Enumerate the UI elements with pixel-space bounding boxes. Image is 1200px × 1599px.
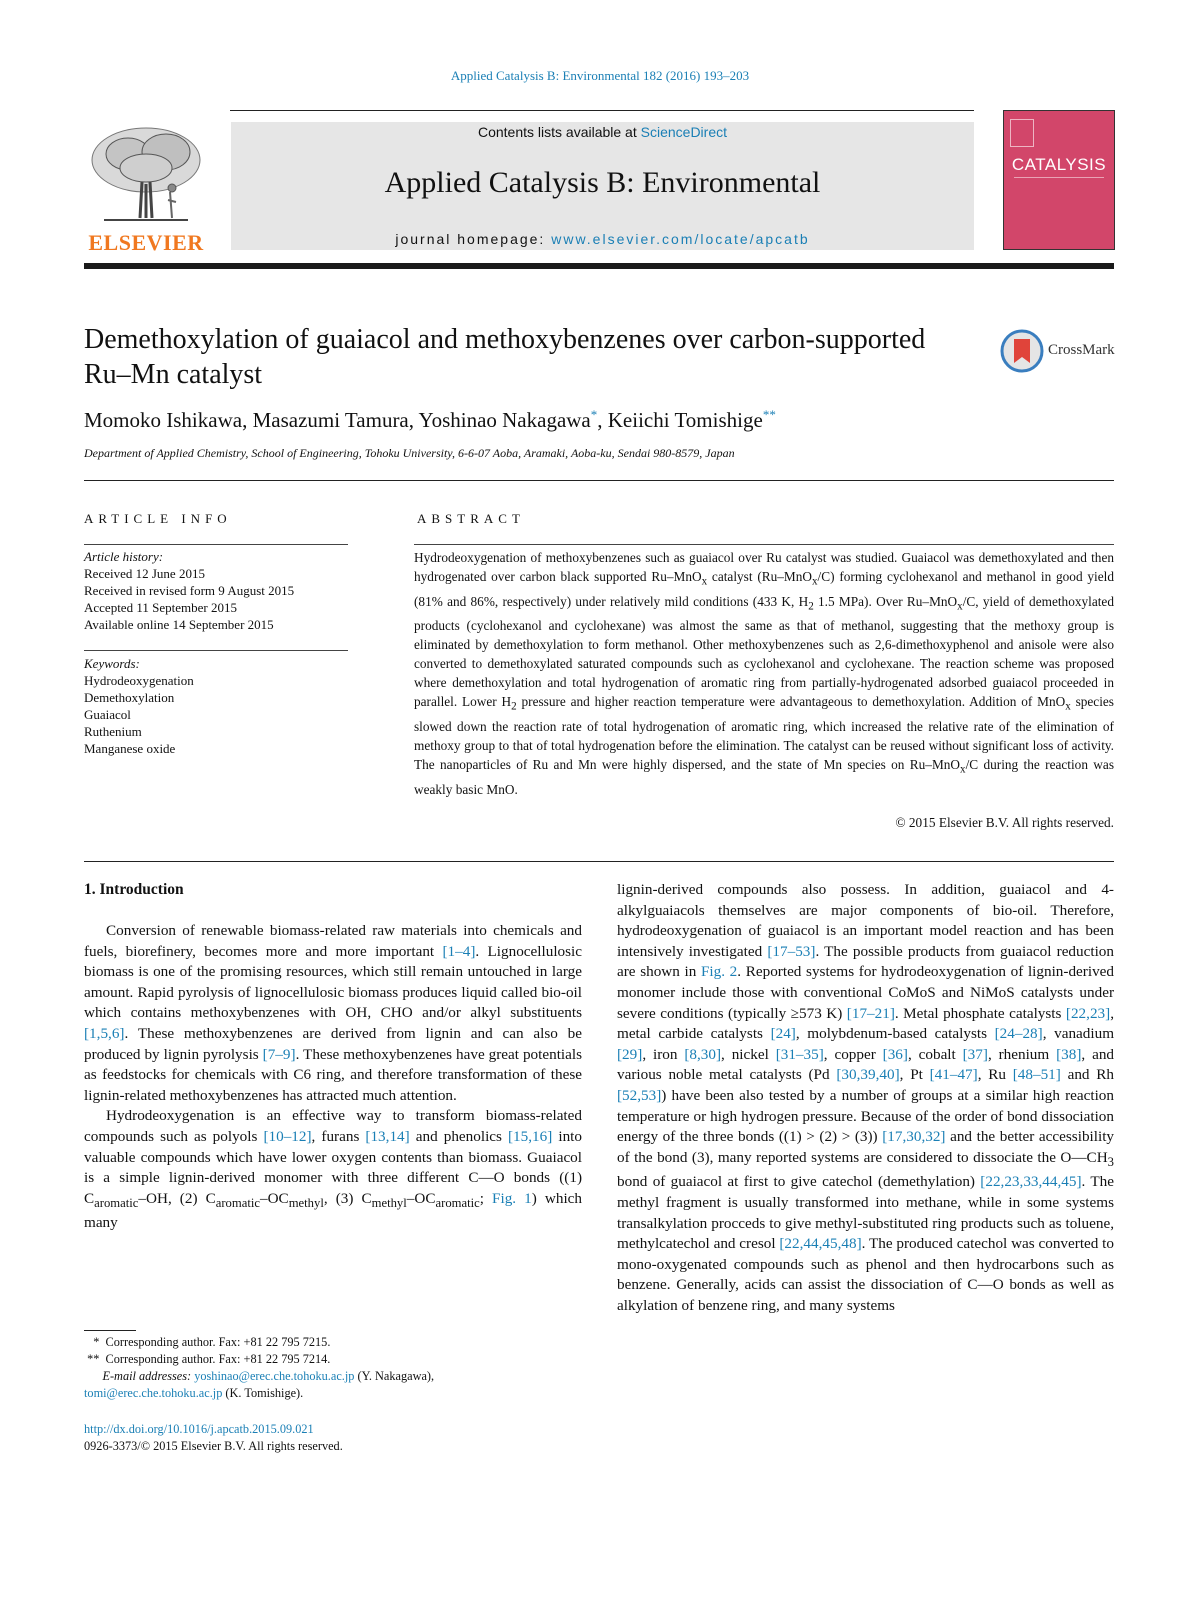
homepage-link[interactable]: www.elsevier.com/locate/apcatb	[551, 231, 810, 247]
article-info-rule	[84, 544, 348, 545]
email-addresses	[84, 1385, 584, 1402]
sciencedirect-link[interactable]: ScienceDirect	[640, 124, 728, 140]
subscript: aromatic	[94, 1195, 139, 1210]
text: into valuable compounds which have lower oxygen contents than biomass. Guaiacol is a simple lignin-derived monomer with three different C—O bonds ((1) C	[84, 1127, 582, 1207]
text: , iron	[642, 1045, 685, 1063]
abstract-segment: catalyst (Ru–MnO	[707, 569, 812, 584]
abstract-text	[414, 548, 1114, 799]
footnotes	[84, 1334, 584, 1402]
contents-line	[231, 124, 974, 140]
paragraph	[84, 921, 582, 1106]
text: –OC	[260, 1189, 289, 1207]
body-column-left	[84, 921, 582, 1234]
subscript: x	[812, 575, 818, 588]
title-rule	[84, 480, 1114, 481]
subscript: x	[957, 600, 963, 613]
citation-link[interactable]: [24–28]	[994, 1025, 1043, 1043]
author-footnote-mark[interactable]: **	[762, 407, 776, 422]
cover-title: CATALYSIS	[1011, 155, 1107, 174]
abstract-segment: 1.5 MPa). Over Ru–MnO	[813, 593, 958, 609]
footnote-mark: **	[87, 1352, 100, 1366]
text: . The possible products from guaiacol reduction are shown in	[617, 942, 1114, 981]
email-addresses	[84, 1368, 584, 1385]
elsevier-logo	[84, 122, 208, 255]
cover-emblem-icon	[1010, 119, 1034, 147]
header-thick-rule	[84, 263, 1114, 269]
text: ) have been also tested by a number of groups at a similar high reaction temperature or high hydrogen pressure. Because of the order of bond dissociation energy of the three bonds ((1) > (2) > (3))	[617, 1086, 1114, 1146]
author-footnote-mark[interactable]: *	[590, 407, 598, 422]
citation-link[interactable]: [37]	[962, 1045, 988, 1063]
body-column-right	[617, 880, 1114, 1317]
crossmark-badge[interactable]	[1000, 326, 1120, 376]
subscript: x	[960, 763, 966, 776]
author-name[interactable]: Masazumi Tamura	[252, 408, 409, 432]
subscript: aromatic	[215, 1195, 260, 1210]
figure-link[interactable]: Fig. 2	[700, 963, 738, 981]
citation-link[interactable]: [30,39,40]	[836, 1066, 900, 1084]
history-item: Received in revised form 9 August 2015	[84, 583, 295, 598]
text: , nickel	[721, 1045, 776, 1063]
author-name[interactable]: Keiichi Tomishige	[607, 408, 763, 432]
article-history	[84, 548, 348, 633]
citation-link[interactable]: [15,16]	[508, 1127, 553, 1145]
citation-link[interactable]: [1–4]	[442, 942, 476, 960]
citation-link[interactable]: [29]	[617, 1045, 643, 1063]
email-owner: (Y. Nakagawa),	[354, 1369, 435, 1383]
footnote-text: Corresponding author. Fax: +81 22 795 7215.	[105, 1335, 331, 1349]
text: . Reported systems for hydrodeoxygenation of lignin-derived monomer include those with conventional CoMoS and NiMoS catalysts under severe conditions (typically ≥573 K)	[617, 963, 1114, 1022]
citation-link[interactable]: [8,30]	[684, 1045, 722, 1063]
text: , cobalt	[907, 1045, 963, 1063]
journal-cover[interactable]	[1003, 110, 1115, 250]
keywords-rule	[84, 650, 348, 651]
body-rule	[84, 861, 1114, 862]
text: . Lignocellulosic biomass is one of the promising resources, which still remain untouched in large amount. Rapid pyrolysis of lignocellulosic biomass produces liquid called bio-oil which contains methoxybenzenes with OH, CHO and/or alkyl substituents	[84, 942, 583, 1022]
elsevier-tree-icon	[84, 122, 208, 228]
header-rule	[230, 110, 974, 111]
citation-link[interactable]: [17–21]	[846, 1004, 895, 1022]
keywords-label: Keywords:	[84, 656, 140, 671]
author-affiliation: Department of Applied Chemistry, School of Engineering, Tohoku University, 6-6-07 Aoba, Aramaki, Aoba-ku, Sendai 980-8579, Japan	[84, 446, 735, 460]
subscript: 2	[808, 600, 814, 613]
text: , molybdenum-based catalysts	[795, 1025, 995, 1043]
keywords-list	[84, 655, 348, 757]
history-label: Article history:	[84, 549, 164, 564]
email-link[interactable]: yoshinao@erec.che.tohoku.ac.jp	[194, 1369, 355, 1383]
text: , Pt	[899, 1066, 930, 1084]
abstract-segment: species slowed down the reaction rate of total hydrogenation of aromatic ring, which increased the relative rate of the elimination of methoxy group to that of total hydrogenation before the elimination. The catalyst can be reused without significant loss of activity. The nanoparticles of Ru and Mn were highly dispersed, and the state of Mn species on Ru–MnO	[414, 694, 1114, 772]
abstract-heading: ABSTRACT	[417, 511, 525, 526]
citation-link[interactable]: [17,30,32]	[882, 1128, 946, 1146]
text: and Rh	[1060, 1066, 1114, 1084]
journal-masthead	[231, 122, 974, 250]
keyword: Manganese oxide	[84, 741, 176, 756]
citation-link[interactable]: [1,5,6]	[84, 1024, 125, 1042]
footnote-rule	[84, 1330, 136, 1331]
citation-link[interactable]: [22,23]	[1065, 1004, 1111, 1022]
history-item: Available online 14 September 2015	[84, 617, 274, 632]
abstract-segment: /C during the reaction was weakly basic MnO.	[414, 756, 1114, 797]
text: , and various noble metal catalysts (Pd	[617, 1045, 1115, 1084]
citation-link[interactable]: [31–35]	[775, 1045, 824, 1063]
homepage-prefix: journal homepage:	[395, 231, 546, 247]
text: . These methoxybenzenes are derived from lignin and can also be produced by lignin pyrolysis	[84, 1024, 582, 1063]
contents-prefix: Contents lists available at	[477, 124, 637, 140]
author-list: Momoko Ishikawa, Masazumi Tamura, Yoshinao Nakagawa*, Keiichi Tomishige**	[84, 407, 776, 432]
author-name[interactable]: Yoshinao Nakagawa	[418, 408, 591, 432]
text: , copper	[823, 1045, 883, 1063]
journal-reference[interactable]	[0, 68, 1200, 84]
text: . The methyl fragment is usually transformed into methane, while in some systems transalkylation procceds to give methyl-substituted ring products such as toluene, methylcatechol and cresol	[617, 1173, 1114, 1253]
footnote	[84, 1334, 584, 1351]
text: and phenolics	[409, 1127, 508, 1145]
subscript: methyl	[371, 1195, 407, 1210]
citation-link[interactable]: [22,23,33,44,45]	[980, 1173, 1082, 1191]
citation-link[interactable]: [10–12]	[263, 1127, 312, 1145]
citation-link[interactable]: [7–9]	[262, 1045, 296, 1063]
abstract-segment: /C, yield of demethoxylated products (cyclohexanol and cyclohexane) was almost the same as that of methanol, suggesting that the methoxy group is eliminated by demethoxylation to form methanol. Other methoxybenzenes such as 2,6-dimethoxyphenol and anisole were also converted to demethoxylated saturated compounds such as cyclohexanol and cyclohexane. The reaction scheme was proposed where demethoxylation and total hydrogenation of aromatic ring from partially-hydrogenated adsorbed guaiacol proceeded in parallel. Lower H	[414, 593, 1114, 710]
email-label: E-mail addresses:	[102, 1369, 192, 1383]
text: Hydrodeoxygenation is an effective way to transform biomass-related compounds such as polyols	[84, 1107, 582, 1145]
text: ;	[479, 1189, 493, 1207]
abstract-segment: pressure and higher reaction temperature were advantageous to demethoxylation. Addition of MnO	[516, 694, 1066, 710]
abstract-segment: /C) forming cyclohexanol and methanol in good yield (81% and 86%, respectively) under relatively mild conditions (433 K, H	[414, 569, 1114, 609]
text: Conversion of renewable biomass-related raw materials into chemicals and fuels, biorefinery, becomes more and more important	[84, 922, 582, 960]
keyword: Ruthenium	[84, 724, 142, 739]
subscript: x	[701, 575, 708, 588]
section-heading-introduction: 1. Introduction	[84, 881, 184, 898]
text: , furans	[311, 1127, 366, 1145]
issn-line: 0926-3373/© 2015 Elsevier B.V. All rights reserved.	[84, 1439, 343, 1453]
journal-name: Applied Catalysis B: Environmental	[384, 166, 821, 199]
text: , Ru	[977, 1066, 1013, 1084]
text: lignin-derived compounds also possess. In addition, guaiacol and 4-alkylguaiacols themselves are major components of bio-oil. Therefore, hydrodeoxygenation of guaiacol is an important model reaction and has been intensively investigated	[617, 881, 1114, 960]
text: , vanadium	[1042, 1025, 1115, 1043]
abstract-segment: Hydrodeoxygenation of methoxybenzenes such as guaiacol over Ru catalyst was studied. Guaiacol was demethoxylated and then hydrogenated over carbon black supported Ru–MnO	[414, 550, 1114, 584]
text: . The produced catechol was converted to mono-oxygenated compounds such as phenol and then hydrocarbons such as benzene. Generally, acids can assist the dissociation of C—O bonds as well as alkylation of benzene ring, and many systems	[617, 1235, 1114, 1314]
email-owner: (K. Tomishige).	[222, 1386, 304, 1400]
crossmark-label: CrossMark	[1048, 342, 1115, 358]
text: . These methoxybenzenes have great potentials as feedstocks for chemicals with C6 ring, and therefore transformation of these lignin-related methoxybenzenes has attracted much attention.	[84, 1045, 583, 1104]
citation-link[interactable]: [48–51]	[1012, 1066, 1061, 1084]
article-info-heading: ARTICLE INFO	[84, 511, 232, 526]
email-link[interactable]: tomi@erec.che.tohoku.ac.jp	[84, 1386, 223, 1400]
footnote	[84, 1351, 584, 1368]
citation-link[interactable]: [41–47]	[929, 1066, 978, 1084]
subscript: 2	[511, 700, 517, 713]
citation-link[interactable]: [52,53]	[617, 1086, 662, 1104]
article-title: Demethoxylation of guaiacol and methoxybenzenes over carbon-supported Ru–Mn catalyst	[84, 324, 926, 390]
homepage-line	[231, 231, 974, 247]
history-item: Received 12 June 2015	[84, 566, 205, 581]
history-item: Accepted 11 September 2015	[84, 600, 237, 615]
citation-link[interactable]: [38]	[1056, 1045, 1082, 1063]
text: , rhenium	[987, 1045, 1057, 1063]
citation-link[interactable]: [13,14]	[365, 1127, 410, 1145]
elsevier-wordmark: ELSEVIER	[88, 230, 204, 255]
footnote-mark: *	[93, 1335, 100, 1349]
footnote-text: Corresponding author. Fax: +81 22 795 7214.	[105, 1352, 331, 1366]
text: –OC	[406, 1189, 436, 1207]
citation-link[interactable]: [17–53]	[767, 942, 816, 960]
text: –OH, (2) C	[138, 1189, 216, 1207]
keyword: Hydrodeoxygenation	[84, 673, 194, 688]
paragraph	[84, 1106, 582, 1234]
doi-block	[84, 1421, 584, 1455]
citation-link[interactable]: [36]	[882, 1045, 908, 1063]
author-name[interactable]: Momoko Ishikawa	[84, 408, 243, 432]
text: and the better accessibility of the bond (3), many reported systems are considered to dissociate the O—CH	[617, 1128, 1115, 1166]
text: ) which many	[84, 1189, 582, 1232]
abstract-rule	[414, 544, 1114, 545]
subscript: 3	[1107, 1154, 1114, 1169]
paragraph	[617, 880, 1114, 1317]
keyword: Guaiacol	[84, 707, 131, 722]
journal-reference-link[interactable]: Applied Catalysis B: Environmental 182 (2016) 193–203	[450, 68, 750, 83]
text: , metal carbide catalysts	[617, 1004, 1114, 1043]
keyword: Demethoxylation	[84, 690, 175, 705]
text: bond of guaiacol at first to give catechol (demethylation)	[617, 1173, 981, 1191]
text: . Metal phosphate catalysts	[894, 1004, 1066, 1022]
cover-divider	[1014, 177, 1104, 178]
figure-link[interactable]: Fig. 1	[492, 1189, 532, 1207]
citation-link[interactable]: [22,44,45,48]	[779, 1235, 862, 1253]
citation-link[interactable]: [24]	[770, 1025, 796, 1043]
crossmark-icon	[1000, 329, 1044, 373]
abstract-copyright: © 2015 Elsevier B.V. All rights reserved.	[895, 815, 1114, 830]
subscript: methyl	[288, 1195, 324, 1210]
doi-link[interactable]: http://dx.doi.org/10.1016/j.apcatb.2015.09.021	[84, 1422, 314, 1436]
subscript: x	[1065, 700, 1071, 713]
text: , (3) C	[323, 1189, 372, 1207]
subscript: aromatic	[435, 1195, 480, 1210]
